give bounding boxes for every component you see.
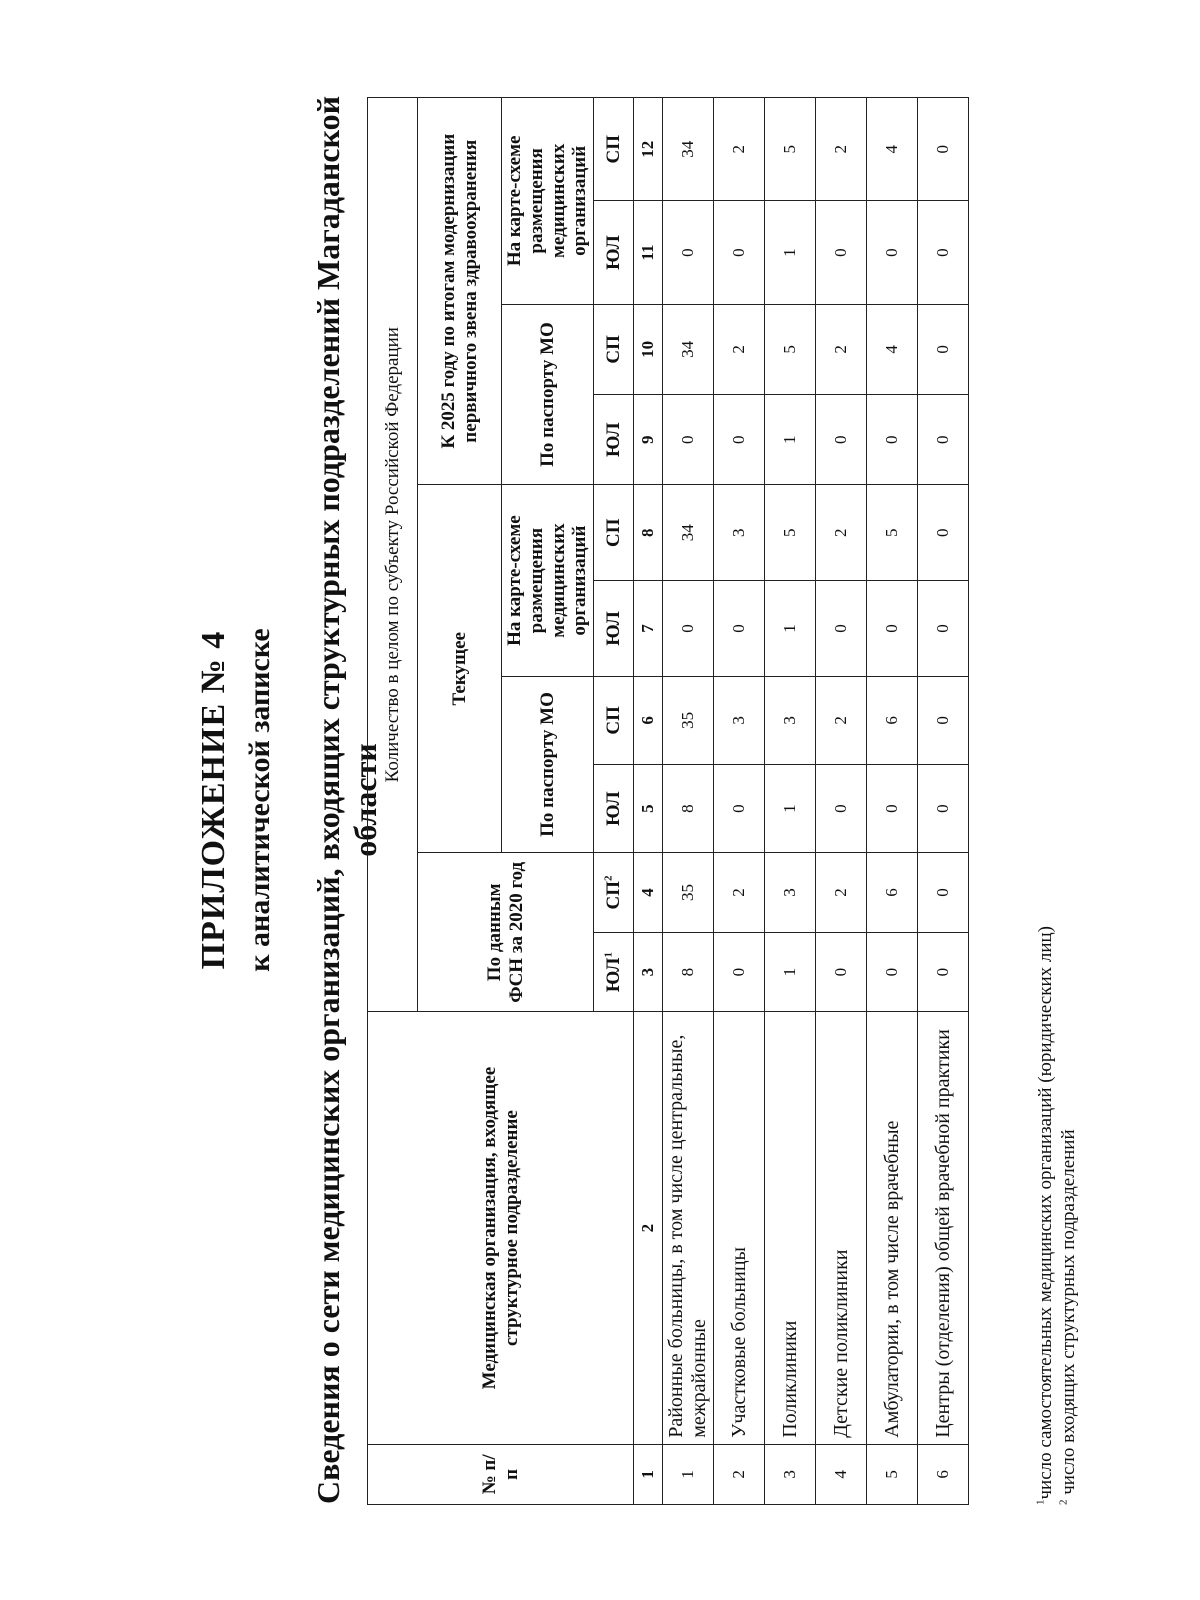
appendix-title: ПРИЛОЖЕНИЕ № 4	[195, 630, 232, 970]
row-name: Центры (отделения) общей врачебной практики	[918, 1012, 969, 1444]
cell-value: 2	[816, 485, 867, 581]
cell-value: 0	[867, 581, 918, 677]
footnote-1-text: число самостоятельных медицинских организаций (юридических лиц)	[1035, 925, 1056, 1500]
rotated-document-page	[100, 65, 1100, 1535]
cell-value: 0	[918, 201, 969, 304]
column-number: 9	[634, 395, 663, 485]
footnote-1	[1035, 926, 1057, 1505]
cell-value: 2	[816, 304, 867, 394]
header-yl	[594, 932, 634, 1012]
row-name: Поликлиники	[765, 1012, 816, 1444]
cell-value: 0	[816, 932, 867, 1012]
cell-value: 0	[867, 201, 918, 304]
cell-value: 0	[918, 581, 969, 677]
cell-value: 0	[918, 98, 969, 201]
cell-value: 1	[765, 932, 816, 1012]
cell-value: 2	[816, 676, 867, 764]
table-row	[867, 98, 918, 1505]
table-row	[663, 98, 714, 1505]
footnote-2	[1058, 1129, 1080, 1505]
cell-value: 35	[663, 676, 714, 764]
cell-value: 0	[816, 201, 867, 304]
appendix-subtitle: к аналитической записке	[243, 628, 276, 972]
cell-value: 0	[663, 201, 714, 304]
cell-value: 3	[765, 676, 816, 764]
column-number: 3	[634, 932, 663, 1012]
cell-value: 0	[816, 395, 867, 485]
header-sp	[594, 853, 634, 933]
cell-value: 0	[918, 765, 969, 853]
cell-value: 5	[867, 485, 918, 581]
cell-value: 2	[714, 304, 765, 394]
cell-value: 0	[867, 932, 918, 1012]
row-no: 2	[714, 1444, 765, 1504]
header-yl: ЮЛ	[594, 765, 634, 853]
header-by-2025: К 2025 году по итогам модернизации первичного звена здравоохранения	[418, 98, 502, 485]
cell-value: 8	[663, 765, 714, 853]
row-no: 6	[918, 1444, 969, 1504]
column-number: 4	[634, 853, 663, 933]
cell-value: 2	[816, 98, 867, 201]
header-sp: СП	[594, 676, 634, 764]
footnote-ref-1: 1	[602, 952, 615, 958]
cell-value: 34	[663, 304, 714, 394]
header-sp: СП	[594, 98, 634, 201]
column-number: 2	[634, 1012, 663, 1444]
cell-value: 2	[816, 853, 867, 933]
yl-label: ЮЛ	[602, 957, 624, 993]
cell-value: 5	[765, 485, 816, 581]
cell-value: 0	[867, 765, 918, 853]
row-no: 3	[765, 1444, 816, 1504]
header-sp: СП	[594, 485, 634, 581]
header-total-by-subject: Количество в целом по субъекту Российской Федерации	[368, 98, 418, 1012]
column-number: 12	[634, 98, 663, 201]
header-no: № п/п	[368, 1444, 634, 1504]
cell-value: 3	[714, 676, 765, 764]
cell-value: 34	[663, 98, 714, 201]
header-row-group	[368, 98, 418, 1505]
cell-value: 34	[663, 485, 714, 581]
header-sp: СП	[594, 304, 634, 394]
cell-value: 0	[918, 304, 969, 394]
cell-value: 0	[918, 676, 969, 764]
cell-value: 0	[663, 395, 714, 485]
column-number-row	[634, 98, 663, 1505]
header-yl: ЮЛ	[594, 395, 634, 485]
cell-value: 0	[714, 395, 765, 485]
footnote-ref-2: 2	[602, 875, 615, 881]
cell-value: 0	[663, 581, 714, 677]
table-row	[765, 98, 816, 1505]
column-number: 8	[634, 485, 663, 581]
footnote-1-mark: 1	[1034, 1499, 1047, 1505]
cell-value: 0	[816, 581, 867, 677]
cell-value: 5	[765, 98, 816, 201]
cell-value: 0	[918, 932, 969, 1012]
row-no: 5	[867, 1444, 918, 1504]
footnote-2-text: число входящих структурных подразделений	[1058, 1129, 1079, 1495]
header-2025-passport: По паспорту МО	[502, 304, 594, 485]
cell-value: 3	[765, 853, 816, 933]
column-number: 7	[634, 581, 663, 677]
header-yl: ЮЛ	[594, 201, 634, 304]
cell-value: 0	[867, 395, 918, 485]
footnote-2-mark: 2	[1057, 1499, 1070, 1505]
header-name: Медицинская организация, входящее структурное подразделение	[368, 1012, 634, 1444]
cell-value: 4	[867, 304, 918, 394]
column-number: 11	[634, 201, 663, 304]
medical-network-table	[367, 97, 969, 1505]
cell-value: 0	[918, 395, 969, 485]
table-row	[714, 98, 765, 1505]
header-current-passport: По паспорту МО	[502, 676, 594, 852]
row-no: 4	[816, 1444, 867, 1504]
cell-value: 0	[714, 581, 765, 677]
row-name: Амбулатории, в том числе врачебные	[867, 1012, 918, 1444]
sp-label: СП	[602, 880, 624, 910]
table-row	[816, 98, 867, 1505]
cell-value: 0	[714, 765, 765, 853]
row-name: Участковые больницы	[714, 1012, 765, 1444]
cell-value: 8	[663, 932, 714, 1012]
cell-value: 0	[816, 765, 867, 853]
header-yl: ЮЛ	[594, 581, 634, 677]
column-number: 1	[634, 1444, 663, 1504]
table-row	[918, 98, 969, 1505]
column-number: 10	[634, 304, 663, 394]
header-current: Текущее	[418, 485, 502, 853]
header-fsn-2020: По данным ФСН за 2020 год	[418, 853, 594, 1012]
header-2025-map: На карте-схеме размещения медицинских организаций	[502, 98, 594, 305]
cell-value: 5	[765, 304, 816, 394]
cell-value: 1	[765, 581, 816, 677]
cell-value: 1	[765, 201, 816, 304]
cell-value: 4	[867, 98, 918, 201]
cell-value: 2	[714, 98, 765, 201]
cell-value: 1	[765, 395, 816, 485]
column-number: 5	[634, 765, 663, 853]
cell-value: 6	[867, 853, 918, 933]
cell-value: 3	[714, 485, 765, 581]
cell-value: 35	[663, 853, 714, 933]
cell-value: 2	[714, 853, 765, 933]
cell-value: 0	[714, 932, 765, 1012]
cell-value: 1	[765, 765, 816, 853]
header-current-map: На карте-схеме размещения медицинских организаций	[502, 485, 594, 676]
column-number: 6	[634, 676, 663, 764]
cell-value: 0	[714, 201, 765, 304]
row-name: Детские поликлиники	[816, 1012, 867, 1444]
table-caption: Сведения о сети медицинских организаций, входящих структурных подразделений Магаданской области	[310, 95, 383, 1505]
cell-value: 6	[867, 676, 918, 764]
cell-value: 0	[918, 485, 969, 581]
row-no: 1	[663, 1444, 714, 1504]
cell-value: 0	[918, 853, 969, 933]
row-name: Районные больницы, в том числе центральные, межрайонные	[663, 1012, 714, 1444]
